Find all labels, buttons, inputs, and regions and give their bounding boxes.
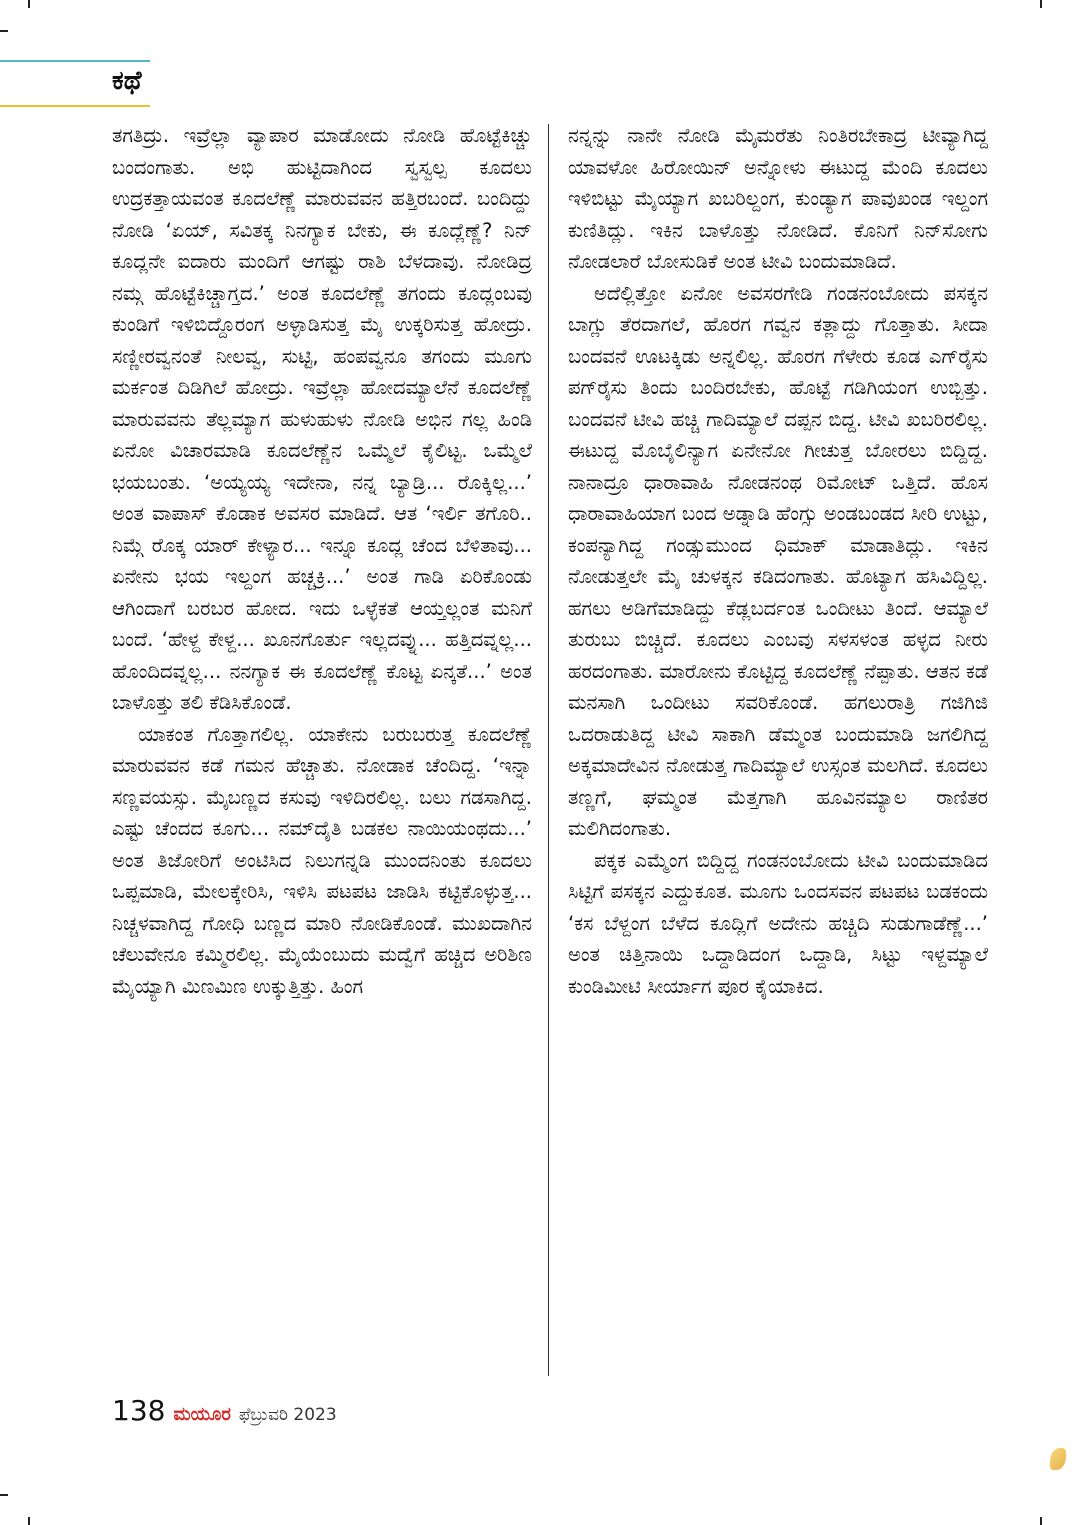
paragraph: ಪಕ್ಕಕ ಎಮ್ಮೆಂಗ ಬಿದ್ದಿದ್ದ ಗಂಡನಂಬೋದು ಟೀವಿ ಬಂದುಮಾಡಿದ ಸಿಟ್ಟಿಗೆ ಪಸಕ್ಕನ ಎದ್ದುಕೂತ. ಮೂಗು ಒಂದಸವನ ಪಟಪಟ ಬಡಕಂದು ‘ಕಸ ಬೆಳ್ದಂಗ ಬೆಳೆದ ಕೂದ್ಲಿಗೆ ಅದೇನು ಹಚ್ಚಿದಿ ಸುಡುಗಾಡೆಣ್ಣೆ...’ ಅಂತ ಚಿತ್ತಿನಾಯಿ ಒದ್ದಾಡಿದಂಗ ಒದ್ದಾಡಿ, ಸಿಟ್ಟು ಇಳ್ದಮ್ಯಾಲೆ ಕುಂಡಿಮೀಟಿ ಸೀರ್ಯಾಗ ಪೂರ ಕೈಯಾಕಿದ. bbox=[568, 848, 988, 998]
page-number: 138 bbox=[112, 1394, 166, 1427]
section-rule-bottom bbox=[0, 105, 150, 107]
paragraph: ಅದೆಲ್ಲಿತ್ತೋ ಏನೋ ಅವಸರಗೇಡಿ ಗಂಡನಂಬೋದು ಪಸಕ್ಕನ ಬಾಗ್ಲು ತೆರದಾಗಲೆ, ಹೊರಗ ಗವ್ವನ ಕತ್ಲಾದ್ದು ಗೊತ್ತಾತು. ಸೀದಾ ಬಂದವನೆ ಊಟಕ್ಕಿಡು ಅನ್ನಲಿಲ್ಲ. ಹೊರಗ ಗೆಳೇರು ಕೂಡ ಎಗ್‌ರೈಸು ಪಗ್‌ರೈಸು ತಿಂದು ಬಂದಿರಬೇಕು, ಹೊಟ್ಟೆ ಗಡಿಗಿಯಂಗ ಉಬ್ಬಿತ್ತು. ಬಂದವನೆ ಟೀವಿ ಹಚ್ಚಿ ಗಾದಿಮ್ಯಾಲೆ ದಪ್ಪನ ಬಿದ್ದ. ಟೀವಿ ಖಬರಿರಲಿಲ್ಲ. ಈಟುದ್ದ ಮೊಬೈಲಿನ್ಯಾಗ ಏನೇನೋ ಗೀಚುತ್ತ ಬೋರಲು ಬಿದ್ದಿದ್ದ. ನಾನಾದ್ರೂ ಧಾರಾವಾಹಿ ನೋಡನಂಥ ರಿಮೋಟ್ ಒತ್ತಿದೆ. ಹೊಸ ಧಾರಾವಾಹಿಯಾಗ ಬಂದ ಅಡ್ನಾಡಿ ಹೆಂಗ್ಸು ಅಂಡಬಂಡದ ಸೀರಿ ಉಟ್ಟು, ಕಂಪನ್ಯಾಗಿದ್ದ ಗಂಡ್ಸುಮುಂದ ಧಿಮಾಕ್ ಮಾಡಾತಿದ್ಲು. ಇಕಿನ ನೋಡುತ್ತಲೇ ಮೈ ಚುಳಕ್ಕನ ಕಡಿದಂಗಾತು. ಹೊಟ್ಯಾಗ ಹಸಿವಿದ್ದಿಲ್ಲ. ಹಗಲು ಅಡಿಗೆಮಾಡಿದ್ದು ಕೆಡ್ಲಬರ್ದಂತ ಒಂದೀಟು ತಿಂದೆ. ಆಮ್ಯಾಲೆ ತುರುಬು ಬಿಚ್ಚಿದೆ. ಕೂದಲು ಎಂಬವು ಸಳಸಳಂತ ಹಳ್ಳದ ನೀರು ಹರದಂಗಾತು. ಮಾರೋನು ಕೊಟ್ಟಿದ್ದ ಕೂದಲೆಣ್ಣೆ ನೆಪ್ಪಾತು. ಆತನ ಕಡೆ ಮನಸಾಗಿ ಒಂದೀಟು ಸವರಿಕೊಂಡೆ. ಹಗಲುರಾತ್ರಿ ಗಜಿಗಿಜಿ ಒದರಾಡುತಿದ್ದ ಟೀವಿ ಸಾಕಾಗಿ ಡೆಮ್ಮಂತ ಬಂದುಮಾಡಿ ಜಗಲಿಗಿದ್ದ ಅಕ್ಕಮಾದೇವಿನ ನೋಡುತ್ತ ಗಾದಿಮ್ಯಾಲೆ ಉಸ್ಸಂತ ಮಲಗಿದೆ. ಕೂದಲು ತಣ್ಣಗೆ, ಘಮ್ಮಂತ ಮೆತ್ತಗಾಗಿ ಹೂವಿನಮ್ಯಾಲ ರಾಣಿತರ ಮಲಿಗಿದಂಗಾತು. bbox=[568, 281, 988, 840]
crop-mark bbox=[1040, 1517, 1042, 1525]
crop-mark bbox=[0, 1494, 8, 1496]
column-divider bbox=[548, 124, 549, 1376]
paragraph: ಯಾಕಂತ ಗೊತ್ತಾಗಲಿಲ್ಲ. ಯಾಕೇನು ಬರುಬರುತ್ತ ಕೂದಲೆಣ್ಣೆ ಮಾರುವವನ ಕಡೆ ಗಮನ ಹೆಚ್ಚಾತು. ನೋಡಾಕ ಚೆಂದಿದ್ದ. ‘ಇನ್ನಾ ಸಣ್ಣವಯಸ್ಸು. ಮೈಬಣ್ಣದ ಕಸುವು ಇಳಿದಿರಲಿಲ್ಲ. ಬಲು ಗಡಸಾಗಿದ್ದ. ಎಷ್ಟು ಚೆಂದದ ಕೂಗು... ನಮ್‌ದೈತಿ ಬಡಕಲ ನಾಯಿಯಂಥದು...’ ಅಂತ ತಿಜೋರಿಗೆ ಅಂಟಿಸಿದ ನಿಲುಗನ್ನಡಿ ಮುಂದನಿಂತು ಕೂದಲು ಒಪ್ಪಮಾಡಿ, ಮೇಲಕ್ಕೇರಿಸಿ, ಇಳಿಸಿ ಪಟಪಟ ಜಾಡಿಸಿ ಕಟ್ಟಿಕೊಳ್ಳುತ್ತ... ನಿಚ್ಚಳವಾಗಿದ್ದ ಗೋಧಿ ಬಣ್ಣದ ಮಾರಿ ನೋಡಿಕೊಂಡೆ. ಮುಖದಾಗಿನ ಚೆಲುವೇನೂ ಕಮ್ಮಿರಲಿಲ್ಲ. ಮೈಯೆಂಬುದು ಮದ್ವೆಗೆ ಹಚ್ಚಿದ ಅರಿಶಿಣ ಮೈಯ್ಯಾಗಿ ಮಿಣಮಿಣ ಉಕ್ಕುತ್ತಿತ್ತು. ಹಿಂಗ bbox=[112, 722, 532, 998]
page-footer bbox=[112, 1394, 337, 1430]
corner-decoration bbox=[1050, 1448, 1066, 1470]
issue-date: ಫೆಬ್ರುವರಿ 2023 bbox=[238, 1405, 337, 1425]
crop-mark bbox=[28, 1517, 30, 1525]
paragraph: ನನ್ನನ್ನು ನಾನೇ ನೋಡಿ ಮೈಮರೆತು ನಿಂತಿರಬೇಕಾದ್ರ ಟೀವ್ಯಾಗಿದ್ದ ಯಾವಳೋ ಹಿರೋಯಿನ್ ಅನ್ನೋಳು ಈಟುದ್ದ ಮೆಂದಿ ಕೂದಲು ಇಳಿಬಿಟ್ಟು ಮೈಯ್ಯಾಗ ಖಬರಿಲ್ದಂಗ, ಕುಂಡ್ಯಾಗ ಪಾವುಖಂಡ ಇಲ್ದಂಗ ಕುಣಿತಿದ್ಲು. ಇಕಿನ ಬಾಳೊತ್ತು ನೋಡಿದೆ. ಕೊನಿಗೆ ನಿನ್‌ಸೋಗು ನೋಡಲಾರೆ ಬೋಸುಡಿಕೆ ಅಂತ ಟೀವಿ ಬಂದುಮಾಡಿದೆ. bbox=[568, 124, 988, 273]
crop-mark bbox=[0, 30, 8, 32]
section-rule-top bbox=[0, 60, 150, 62]
magazine-logo: ಮಯೂರ bbox=[173, 1404, 231, 1425]
article-column-left bbox=[112, 120, 532, 1375]
section-label: ಕಥೆ bbox=[112, 66, 142, 96]
paragraph: ತಗತಿದ್ರು. ಇವ್ರೆಲ್ಲಾ ವ್ಯಾಪಾರ ಮಾಡೋದು ನೋಡಿ ಹೊಟ್ಟೆಕಿಚ್ಚು ಬಂದಂಗಾತು. ಅಭಿ ಹುಟ್ಟಿದಾಗಿಂದ ಸ್ವಸ್ವಲ್ಪ ಕೂದಲು ಉದ್ರಕತ್ತಾಯವಂತ ಕೂದಲೆಣ್ಣೆ ಮಾರುವವನ ಹತ್ತಿರಬಂದೆ. ಬಂದಿದ್ದು ನೋಡಿ ‘ಏಯ್, ಸವಿತಕ್ಕ ನಿನಗ್ಯಾಕ ಬೇಕು, ಈ ಕೂದ್ಲೆಣ್ಣೆ? ನಿನ್ ಕೂದ್ಲನೇ ಐದಾರು ಮಂದಿಗೆ ಆಗಷ್ಟು ರಾಶಿ ಬೆಳದಾವು. ನೋಡಿದ್ರ ನಮ್ಗ ಹೊಟ್ಟೆಕಿಚ್ಚಾಗ್ತದ.’ ಅಂತ ಕೂದಲೆಣ್ಣೆ ತಗಂದು ಕೂದ್ಲಂಬವು ಕುಂಡಿಗೆ ಇಳಿಬಿದ್ದೊರಂಗ ಅಳ್ಳಾಡಿಸುತ್ತ ಮೈ ಉಕ್ಕರಿಸುತ್ತ ಹೋದ್ರು. ಸಣ್ಣೀರವ್ವನಂತೆ ನೀಲವ್ವ, ಸುಟ್ಟಿ, ಹಂಪವ್ವನೂ ತಗಂದು ಮೂಗು ಮರ್ಕಂತ ದಿಡಿಗಿಲೆ ಹೋದ್ರು. ಇವ್ರೆಲ್ಲಾ ಹೋದಮ್ಯಾಲೆನೆ ಕೂದಲೆಣ್ಣೆ ಮಾರುವವನು ತೆಲ್ಲಮ್ಯಾಗ ಹುಳುಹುಳು ನೋಡಿ ಅಭಿನ ಗಲ್ಲ ಹಿಂಡಿ ಏನೋ ವಿಚಾರಮಾಡಿ ಕೂದಲೆಣ್ಣೆನ ಒಮ್ಮೆಲೆ ಕೈಲಿಟ್ಟ. ಒಮ್ಮೆಲೆ ಭಯಬಂತು. ‘ಅಯ್ಯಯ್ಯ ಇದೇನಾ, ನನ್ನ ಬ್ಯಾಡ್ರಿ... ರೊಕ್ಕಿಲ್ಲ...’ ಅಂತ ವಾಪಾಸ್ ಕೊಡಾಕ ಅವಸರ ಮಾಡಿದೆ. ಆತ ‘ಇರ್ಲಿ ತಗೊರಿ.. ನಿಮ್ಗೆ ರೊಕ್ಕ ಯಾರ್ ಕೇಳ್ಯಾರ... ಇನ್ನೂ ಕೂದ್ಲ ಚೆಂದ ಬೆಳಿತಾವು... ಏನೇನು ಭಯ ಇಲ್ದಂಗ ಹಚ್ಚಕ್ರಿ...’ ಅಂತ ಗಾಡಿ ಏರಿಕೊಂಡು ಆಗಿಂದಾಗೆ ಬರಬರ ಹೋದ. ಇದು ಒಳ್ಳೆಕತೆ ಆಯ್ತಲ್ಲಂತ ಮನಿಗೆ ಬಂದೆ. ‘ಹೇಳ್ದ ಕೇಳ್ದ... ಖೂನಗೊರ್ತು ಇಲ್ಲದವ್ನು... ಹತ್ತಿದವ್ನಲ್ಲ... ಹೊಂದಿದವ್ನಲ್ಲ... ನನಗ್ಯಾಕ ಈ ಕೂದಲೆಣ್ಣೆ ಕೊಟ್ಟ ಏನ್ಕತೆ...’ ಅಂತ ಬಾಳೊತ್ತು ತಲಿ ಕೆಡಿಸಿಕೊಂಡೆ. bbox=[112, 124, 532, 714]
crop-mark bbox=[1040, 0, 1042, 8]
article-column-right bbox=[568, 120, 988, 1375]
crop-mark bbox=[28, 0, 30, 8]
